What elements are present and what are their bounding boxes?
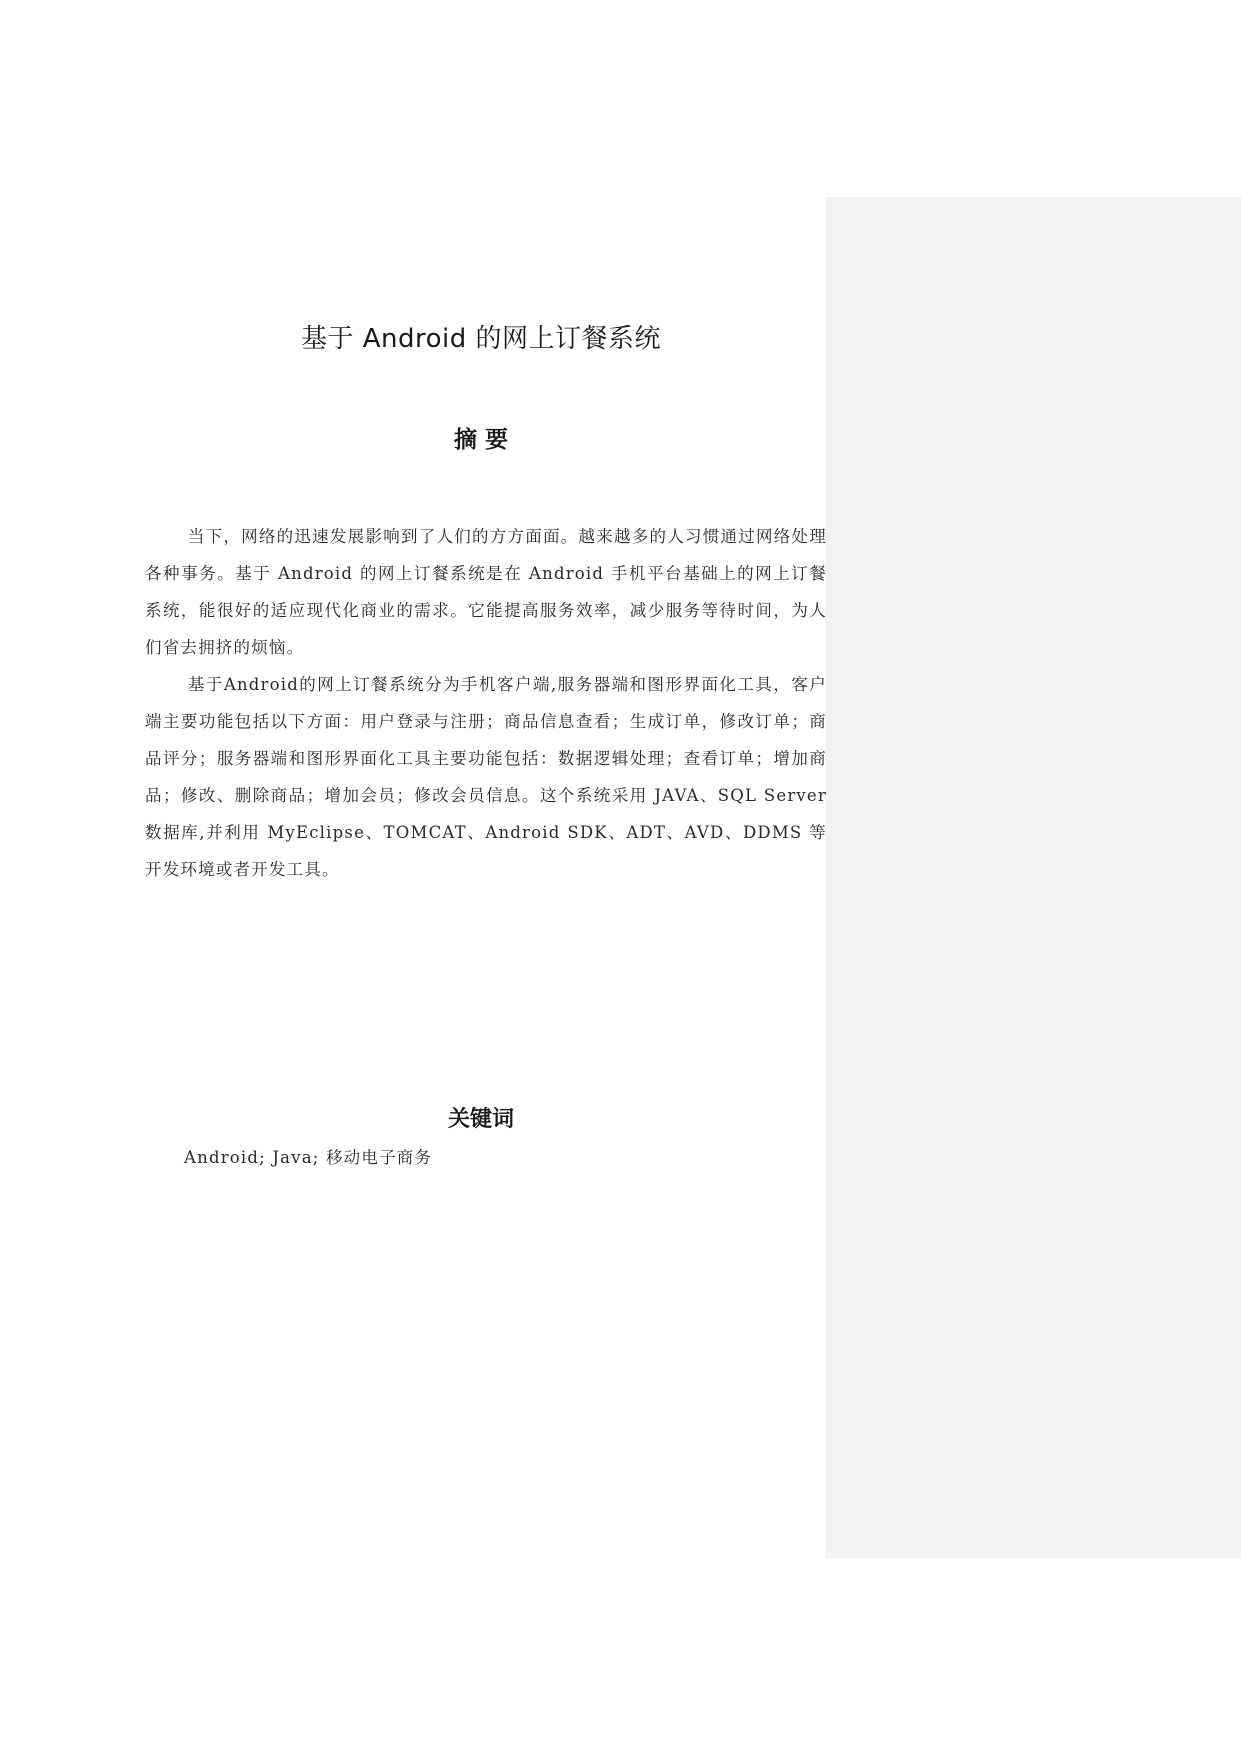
abstract-body — [145, 518, 827, 888]
document-title: 基于 Android 的网上订餐系统 — [300, 324, 662, 354]
keywords-heading: 关键词 — [447, 1107, 514, 1132]
abstract-paragraph-2: 基于Android的网上订餐系统分为手机客户端,服务器端和图形界面化工具，客户端主要功能包括以下方面：用户登录与注册；商品信息查看；生成订单，修改订单；商品评分；服务器端和图形界面化工具主要功能包括：数据逻辑处理；查看订单；增加商品；修改、删除商品；增加会员；修改会员信息。这个系统采用 JAVA、SQL Server 数据库,并利用 MyEclipse、TOMCAT、Android SDK、ADT、AVD、DDMS 等开发环境或者开发工具。 — [145, 675, 827, 879]
keywords-text: Android; Java; 移动电子商务 — [184, 1148, 433, 1167]
abstract-paragraph-1: 当下，网络的迅速发展影响到了人们的方方面面。越来越多的人习惯通过网络处理各种事务。基于 Android 的网上订餐系统是在 Android 手机平台基础上的网上订餐系统，能很好的适应现代化商业的需求。它能提高服务效率，减少服务等待时间，为人们省去拥挤的烦恼。 — [145, 527, 827, 657]
abstract-heading: 摘 要 — [453, 427, 508, 453]
comment-pane — [825, 197, 1241, 1558]
